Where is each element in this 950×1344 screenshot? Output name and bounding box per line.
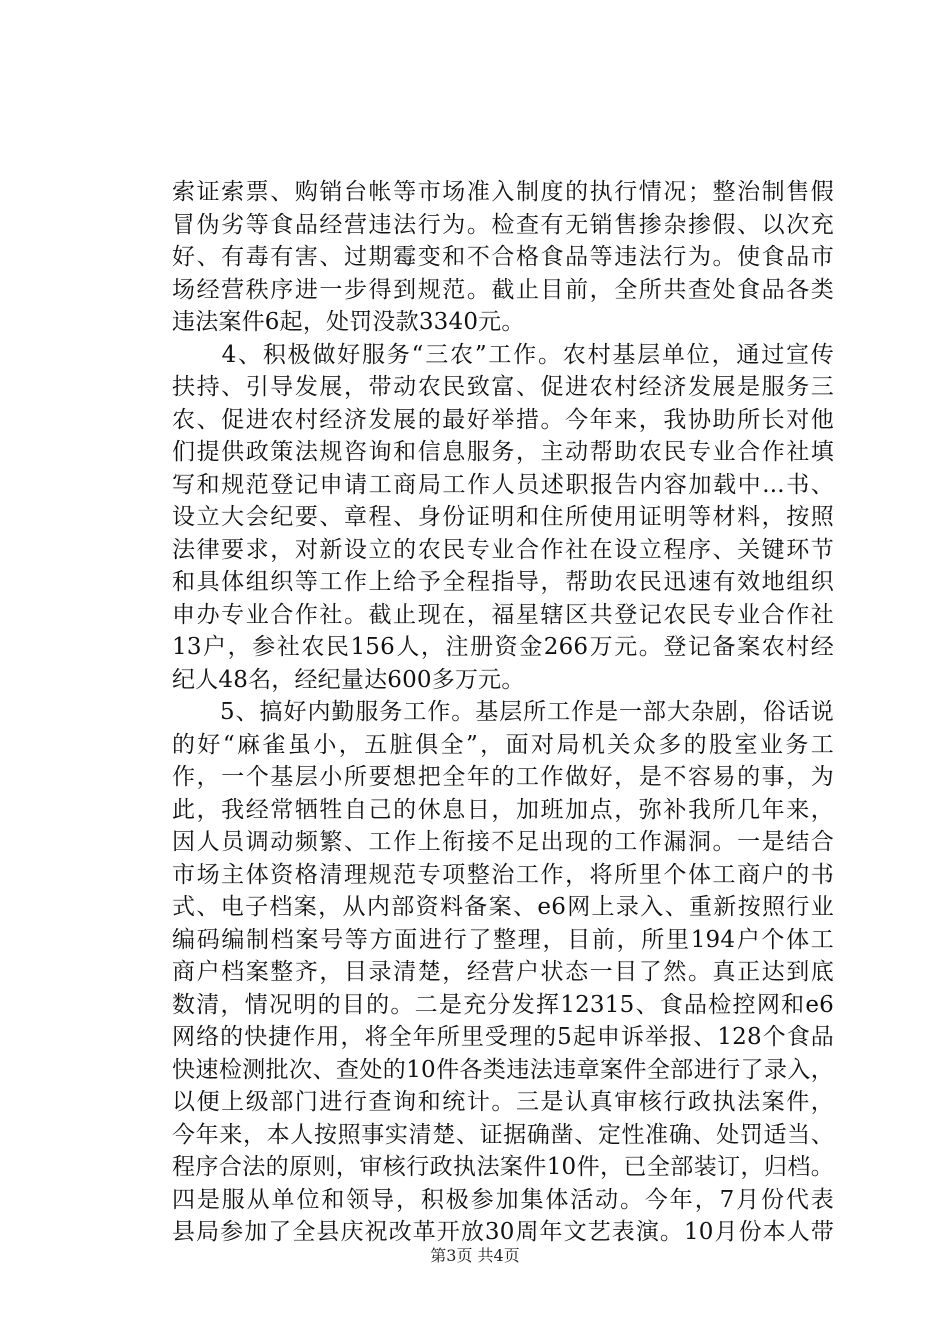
text-line: 因人员调动频繁、工作上衔接不足出现的工作漏洞。一是结合 (172, 829, 834, 855)
text-line: 数清，情况明的目的。二是充分发挥12315、食品检控网和e6 (172, 991, 834, 1018)
text-line: 今年来，本人按照事实清楚、证据确凿、定性准确、处罚适当、 (172, 1121, 834, 1148)
text-line: 市场主体资格清理规范专项整治工作，将所里个体工商户的书 (172, 861, 834, 888)
text-line: 违法案件6起，处罚没款3340元。 (172, 309, 525, 335)
text-line: 编码编制档案号等方面进行了整理，目前，所里194户个体工 (172, 926, 834, 953)
paragraph-start-line: 5、搞好内勤服务工作。基层所工作是一部大杂剧，俗话说 (172, 699, 834, 725)
text-line: 以便上级部门进行查询和统计。三是认真审核行政执法案件， (172, 1089, 834, 1115)
text-line: 好、有毒有害、过期霉变和不合格食品等违法行为。使食品市 (172, 244, 834, 270)
text-line: 的好“麻雀虽小，五脏俱全”，面对局机关众多的股室业务工 (172, 731, 834, 758)
text-line: 商户档案整齐，目录清楚，经营户状态一目了然。真正达到底 (172, 959, 834, 985)
text-line: 索证索票、购销台帐等市场准入制度的执行情况；整治制售假 (172, 179, 834, 205)
text-line: 法律要求，对新设立的农民专业合作社在设立程序、关键环节 (172, 536, 834, 563)
text-line: 程序合法的原则，审核行政执法案件10件，已全部装订，归档。 (172, 1154, 834, 1180)
text-line: 申办专业合作社。截止现在，福星辖区共登记农民专业合作社 (172, 601, 834, 628)
text-line: 扶持、引导发展，带动农民致富、促进农村经济发展是服务三 (172, 374, 834, 400)
text-line: 县局参加了全县庆祝改革开放30周年文艺表演。10月份本人带 (172, 1219, 834, 1245)
document-body (172, 176, 834, 1249)
text-line: 场经营秩序进一步得到规范。截止目前，全所共查处食品各类 (172, 276, 834, 303)
text-line: 冒伪劣等食品经营违法行为。检查有无销售掺杂掺假、以次充 (172, 211, 834, 238)
text-line: 农、促进农村经济发展的最好举措。今年来，我协助所长对他 (172, 406, 834, 433)
text-line: 四是服从单位和领导，积极参加集体活动。今年，7月份代表 (172, 1186, 834, 1213)
text-line: 写和规范登记申请工商局工作人员述职报告内容加载中...书、 (172, 471, 834, 498)
paragraph-start-line: 4、积极做好服务“三农”工作。农村基层单位，通过宣传 (172, 341, 834, 368)
page-number-footer: 第3页 共4页 (430, 1246, 520, 1265)
text-line: 和具体组织等工作上给予全程指导，帮助农民迅速有效地组织 (172, 569, 834, 595)
text-line: 快速检测批次、查处的10件各类违法违章案件全部进行了录入， (172, 1056, 834, 1083)
text-line: 此，我经常牺牲自己的休息日，加班加点，弥补我所几年来， (172, 796, 834, 823)
text-line: 式、电子档案，从内部资料备案、e6网上录入、重新按照行业 (172, 894, 834, 920)
text-line: 13户，参社农民156人，注册资金266万元。登记备案农村经 (172, 634, 834, 660)
text-line: 网络的快捷作用，将全年所里受理的5起申诉举报、128个食品 (172, 1024, 834, 1050)
text-line: 设立大会纪要、章程、身份证明和住所使用证明等材料，按照 (172, 504, 834, 530)
text-line: 作，一个基层小所要想把全年的工作做好，是不容易的事，为 (172, 764, 834, 790)
text-line: 们提供政策法规咨询和信息服务，主动帮助农民专业合作社填 (172, 439, 834, 465)
text-line: 纪人48名，经纪量达600多万元。 (172, 666, 525, 693)
